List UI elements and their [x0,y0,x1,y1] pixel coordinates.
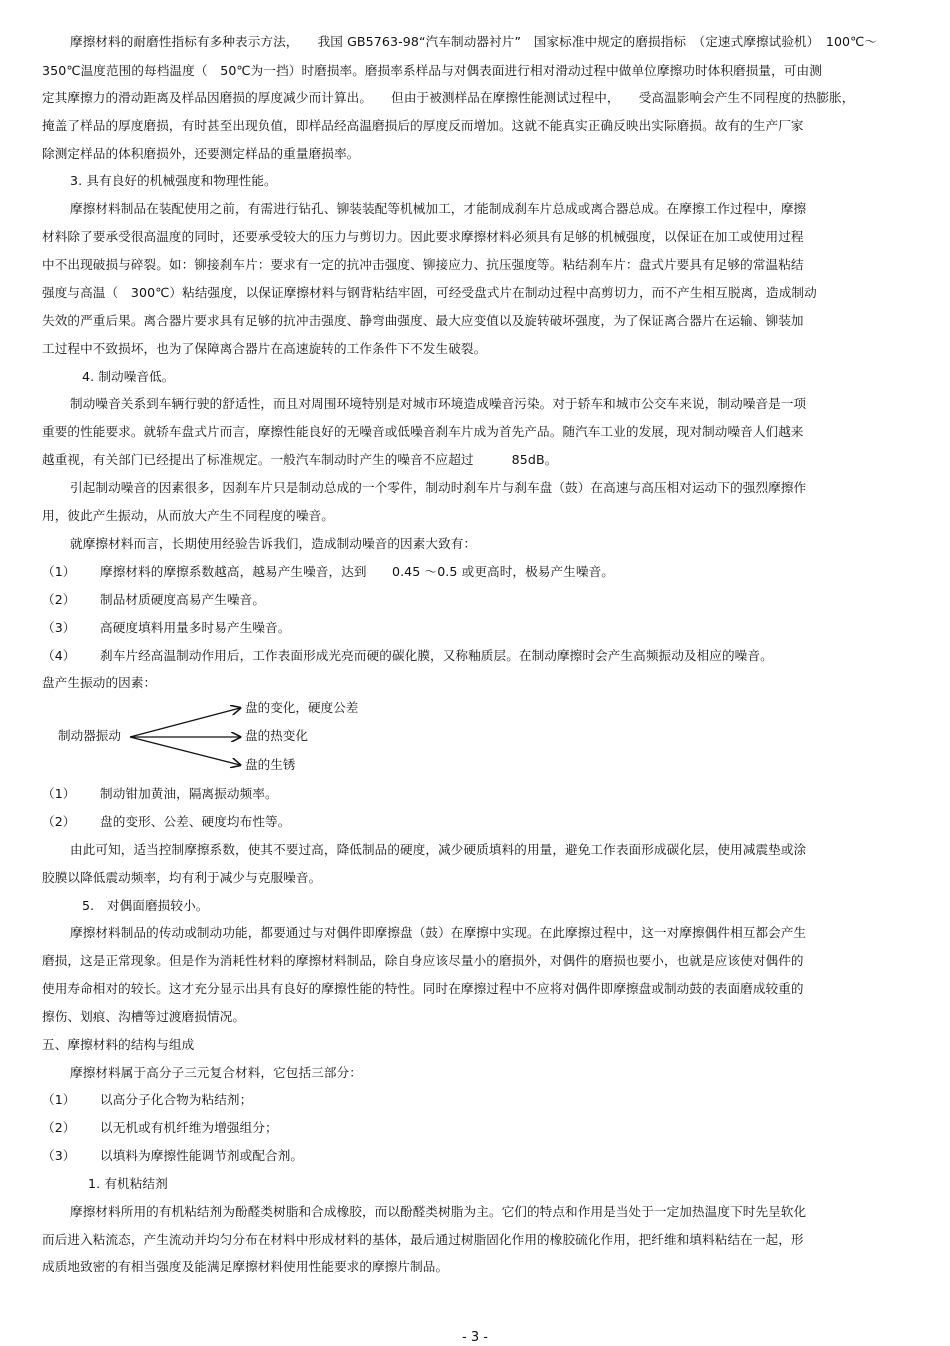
paragraph-line: 胶膜以降低震动频率，均有利于减少与克服噪音。 [42,870,322,885]
paragraph-line: 重要的性能要求。就轿车盘式片而言，摩擦性能良好的无噪音或低噪音刹车片成为首先产品。随汽车工业的发展，现对制动噪音人们越来 [42,424,804,439]
paragraph-line: 就摩擦材料而言，长期使用经验告诉我们，造成制动噪音的因素大致有： [70,536,477,551]
list-text: 摩擦材料的摩擦系数越高，越易产生噪音，达到 0.45 ～0.5 或更高时，极易产生噪音。 [100,564,614,579]
paragraph-line: 擦伤、划痕、沟槽等过渡磨损情况。 [42,1009,246,1024]
list-item [42,1120,278,1136]
list-item [42,620,290,636]
section-heading: 5. 对偶面磨损较小。 [82,898,209,913]
list-text: 盘的变形、公差、硬度均布性等。 [100,814,291,829]
list-text: 以无机或有机纤维为增强组分； [100,1120,278,1135]
list-number: （1） [42,564,76,579]
section-heading: 4. 制动噪音低。 [82,369,175,384]
list-number: （3） [42,1148,76,1163]
list-text: 制动钳加黄油，隔离振动频率。 [100,786,278,801]
diagram-heading: 盘产生振动的因素： [42,675,157,690]
arrow-to-target-3 [130,737,240,765]
paragraph-line: 摩擦材料制品在装配使用之前，有需进行钻孔、铆装装配等机械加工，才能制成刹车片总成或离合器总成。在摩擦工作过程中，摩擦 [70,201,807,216]
paragraph-line: 强度与高温（ 300℃）粘结强度，以保证摩擦材料与钢背粘结牢固，可经受盘式片在制动过程中高剪切力，而不产生相互脱离，造成制动 [42,285,817,300]
paragraph-line: 引起制动噪音的因素很多，因刹车片只是制动总成的一个零件，制动时刹车片与刹车盘（鼓）在高速与高压相对运动下的强烈摩擦作 [70,480,807,495]
paragraph-line: 成质地致密的有相当强度及能满足摩擦材料使用性能要求的摩擦片制品。 [42,1259,449,1274]
list-text: 制品材质硬度高易产生噪音。 [100,592,266,607]
diagram-source-label: 制动器振动 [58,728,121,743]
list-number: （2） [42,1120,76,1135]
paragraph-line: 350℃温度范围的每档温度（ 50℃为一挡）时磨损率。磨损率系样品与对偶表面进行相对滑动过程中做单位摩擦功时体积磨损量，可由测 [42,63,822,78]
diagram-target-label: 盘的热变化 [245,728,308,743]
list-item [42,592,265,608]
vibration-diagram [0,696,400,780]
diagram-target-label: 盘的变化，硬度公差 [245,700,359,715]
list-item [42,1092,252,1108]
list-number: （3） [42,620,76,635]
paragraph-line: 除测定样品的体积磨损外，还要测定样品的重量磨损率。 [42,146,360,161]
list-item [42,814,290,830]
paragraph-line: 越重视，有关部门已经提出了标准规定。一般汽车制动时产生的噪音不应超过 85dB。 [42,452,558,467]
paragraph-line: 材料除了要承受很高温度的同时，还要承受较大的压力与剪切力。因此要求摩擦材料必须具有足够的机械强度，以保证在加工或使用过程 [42,229,804,244]
list-text: 高硬度填料用量多时易产生噪音。 [100,620,291,635]
paragraph-line: 摩擦材料的耐磨性指标有多种表示方法， 我国 GB5763-98“汽车制动器衬片” 国家标准中规定的磨损指标 （定速式摩擦试验机） 100℃～ [70,34,878,49]
paragraph-line: 使用寿命相对的较长。这才充分显示出具有良好的摩擦性能的特性。同时在摩擦过程中不应将对偶件即摩擦盘或制动鼓的表面磨成较重的 [42,981,804,996]
list-number: （4） [42,648,76,663]
list-text: 以填料为摩擦性能调节剂或配合剂。 [100,1148,304,1163]
list-number: （2） [42,814,76,829]
list-number: （2） [42,592,76,607]
list-text: 以高分子化合物为粘结剂； [100,1092,253,1107]
paragraph-line: 中不出现破损与碎裂。如：铆接刹车片：要求有一定的抗冲击强度、铆接应力、抗压强度等。粘结刹车片：盘式片要具有足够的常温粘结 [42,257,804,272]
arrow-to-target-1 [130,708,240,737]
chapter-heading: 五、摩擦材料的结构与组成 [42,1037,195,1052]
paragraph-line: 由此可知，适当控制摩擦系数，使其不要过高，降低制品的硬度，减少硬质填料的用量，避免工作表面形成碳化层，使用减震垫或涂 [70,842,807,857]
list-item [42,786,278,802]
list-text: 刹车片经高温制动作用后，工作表面形成光亮而硬的碳化膜，又称釉质层。在制动摩擦时会产生高频振动及相应的噪音。 [100,648,773,663]
paragraph-line: 摩擦材料所用的有机粘结剂为酚醛类树脂和合成橡胶，而以酚醛类树脂为主。它们的特点和作用是当处于一定加热温度下时先呈软化 [70,1204,807,1219]
paragraph-line: 摩擦材料制品的传动或制动功能，都要通过与对偶件即摩擦盘（鼓）在摩擦中实现。在此摩擦过程中，这一对摩擦偶件相互都会产生 [70,925,807,940]
list-number: （1） [42,786,76,801]
paragraph-line: 摩擦材料属于高分子三元复合材料，它包括三部分： [70,1065,362,1080]
list-item [42,648,773,664]
paragraph-line: 磨损，这是正常现象。但是作为消耗性材料的摩擦材料制品，除自身应该尽量小的磨损外，对偶件的磨损也要小，也就是应该使对偶件的 [42,953,804,968]
paragraph-line: 掩盖了样品的厚度磨损，有时甚至出现负值，即样品经高温磨损后的厚度反而增加。这就不能真实正确反映出实际磨损。故有的生产厂家 [42,118,804,133]
paragraph-line: 定其摩擦力的滑动距离及样品因磨损的厚度减少而计算出。 但由于被测样品在摩擦性能测试过程中， 受高温影响会产生不同程度的热膨胀， [42,90,855,105]
list-number: （1） [42,1092,76,1107]
paragraph-line: 失效的严重后果。离合器片要求具有足够的抗冲击强度、静弯曲强度、最大应变值以及旋转破坏强度，为了保证离合器片在运输、铆装加 [42,313,804,328]
paragraph-line: 用，彼此产生振动，从而放大产生不同程度的噪音。 [42,508,334,523]
list-item [42,1148,303,1164]
paragraph-line: 而后进入粘流态，产生流动并均匀分布在材料中形成材料的基体，最后通过树脂固化作用的橡胶硫化作用，把纤维和填料粘结在一起，形 [42,1232,804,1247]
paragraph-line: 制动噪音关系到车辆行驶的舒适性，而且对周围环境特别是对城市环境造成噪音污染。对于轿车和城市公交车来说，制动噪音是一项 [70,396,807,411]
paragraph-line: 工过程中不致损坏，也为了保障离合器片在高速旋转的工作条件下不发生破裂。 [42,341,487,356]
section-heading: 3. 具有良好的机械强度和物理性能。 [70,173,277,188]
page-number: - 3 - [462,1330,488,1345]
section-heading: 1. 有机粘结剂 [88,1176,168,1191]
list-item [42,564,614,580]
diagram-target-label: 盘的生锈 [245,757,296,772]
